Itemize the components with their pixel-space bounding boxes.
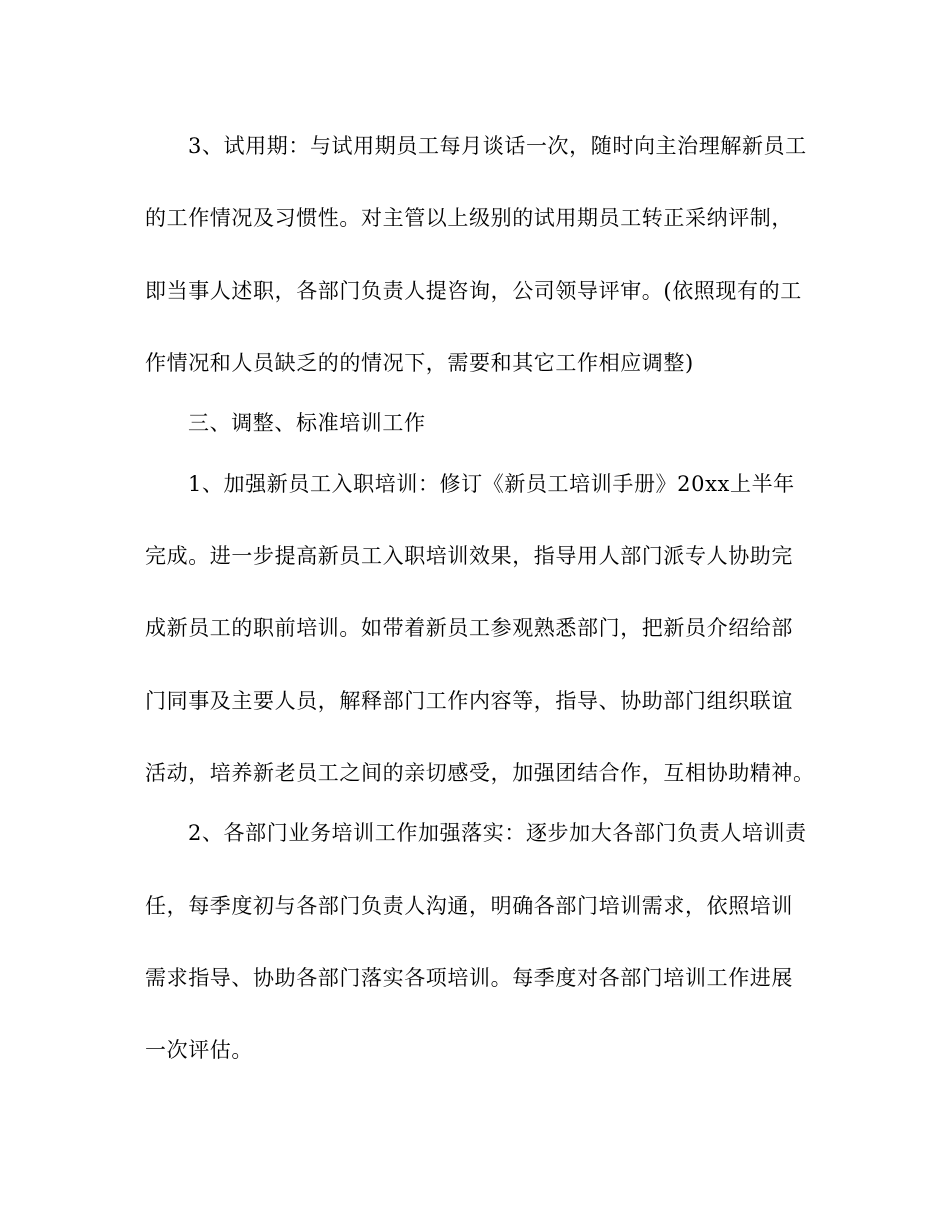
text-line: 1、加强新员工入职培训：修订《新员工培训手册》20xx上半年 bbox=[188, 472, 795, 496]
text-line: 门同事及主要人员，解释部门工作内容等，指导、协助部门组织联谊 bbox=[145, 689, 793, 713]
text-line: 任，每季度初与各部门负责人沟通，明确各部门培训需求，依照培训 bbox=[145, 894, 793, 918]
text-line: 即当事人述职，各部门负责人提咨询，公司领导评审。(依照现有的工 bbox=[145, 279, 802, 303]
text-line: 需求指导、协助各部门落实各项培训。每季度对各部门培训工作进展 bbox=[145, 966, 793, 990]
text-line: 的工作情况及习惯性。对主管以上级别的试用期员工转正采纳评制， bbox=[145, 206, 793, 230]
text-line: 活动，培养新老员工之间的亲切感受，加强团结合作，互相协助精神。 bbox=[145, 761, 815, 785]
text-line: 2、各部门业务培训工作加强落实：逐步加大各部门负责人培训责 bbox=[188, 821, 807, 845]
text-line: 成新员工的职前培训。如带着新员工参观熟悉部门，把新员介绍给部 bbox=[145, 616, 793, 640]
text-line: 完成。进一步提高新员工入职培训效果，指导用人部门派专人协助完 bbox=[145, 544, 793, 568]
text-line: 3、试用期：与试用期员工每月谈话一次，随时向主治理解新员工 bbox=[188, 134, 807, 158]
text-line: 作情况和人员缺乏的的情况下，需要和其它工作相应调整) bbox=[145, 351, 694, 375]
text-line: 一次评估。 bbox=[145, 1038, 253, 1062]
section-heading: 三、调整、标准培训工作 bbox=[188, 411, 426, 435]
